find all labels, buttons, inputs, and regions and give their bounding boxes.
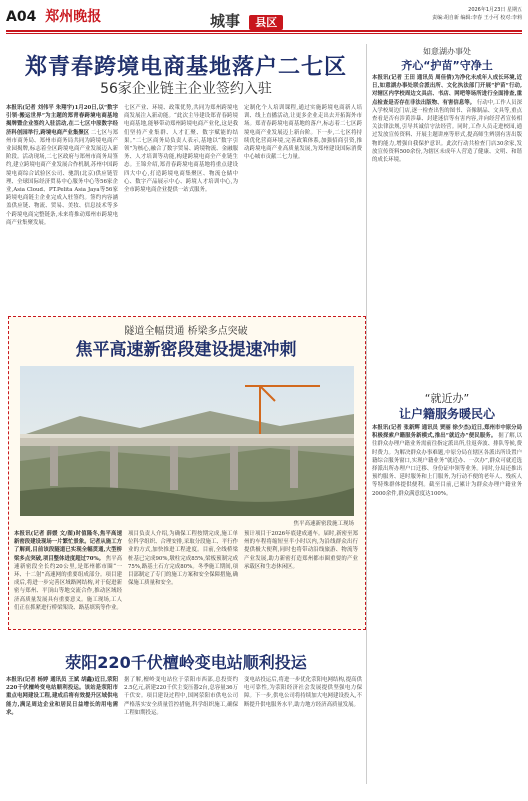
- sidebar2-headline: 让户籍服务暖民心: [398, 407, 495, 421]
- sidebar2-kicker: “就近办”: [424, 392, 470, 405]
- feature-column-2: 项目负责人介绍,为确保工程按期完成,施工单位科学组织、合理安排,采取分段施工、平行作业的方式,加快推进工程进度。目前,全线桥梁桩基已完成90%,墩柱完成85%,梁板预制完成75%,路基土石方完成80%。冬季施工期间,项目部制定了专门的施工方案和安全保障措施,确保施工质量和安全。: [128, 531, 238, 587]
- sidebar1-body: 行动中,工作人员深入学校周边门店,逐一检查出售的图书、音像制品、文具等,重点查看是否有涉黄涉暴、封建迷信等有害内容,并向经营者宣传相关法律法规,引导其诚信守法经营。同时,工作人员走进校园,通过发放宣传资料、开展主题讲座等形式,提高师生辨别有害出版物的能力,增强自我保护意识。此次行动共检查门店30余家,发放宣传资料500余份,为辖区未成年人营造了健康、文明、和谐的成长环境。: [372, 99, 522, 164]
- construction-photo: [20, 366, 354, 516]
- lead-column-1: [6, 104, 118, 310]
- bottom-column-3: 变电站投运后,将进一步优化荥阳电网结构,提高供电可靠性,为荥阳经济社会发展提供坚强电力保障。下一步,供电公司将持续加大电网建设投入,不断提升供电服务水平,助力地方经济高质量发展。: [244, 677, 362, 708]
- feature-byline: 本报讯(记者 薛媛 文/图)时值隆冬,焦平高速新密段建设现场一片繁忙景象。记者从施工方了解到,目前该段隧道已实现全幅贯通,大型桥梁多点突破,项目整体进度超过70%。: [14, 531, 122, 562]
- column-divider: [366, 44, 367, 784]
- section-tag: 县区: [249, 15, 283, 30]
- feature-column-3: 预计项目于2026年底建成通车。届时,新密至郑州的车程将缩短至半小时以内,为沿线群众出行提供极大便利,同时也将带动沿线旅游、物流等产业发展,助力新密打造郑州都市圈重要的产业承载区和生态休闲区。: [244, 531, 358, 570]
- lead-subheadline: 56家企业链主企业签约入驻: [100, 81, 272, 97]
- lead-body-1: 二七区与郑州市商务局、郑州市商务局共同为跨境电商产业园揭牌,标志着全区跨境电商产业发展迈入新阶段。活动现场,二七区政府与郑州市商务局签约,建立跨境电商产业发展合作机制,苏州中国跨境电商综合试验区公司、驰凯(北京)供应链管理、全球国际经济贸易中心服务中心等56家企业,Asia Cloud、PT.Pelita Asia Jaya等56家跨境电商链主企业完成入驻签约。签约内容涵盖供应链、物流、贸易、美妆、信息技术等多个跨境电商完整链条,未来将推动郑州市跨境电商产业集聚发展。: [6, 129, 118, 226]
- masthead-right: [382, 6, 522, 22]
- lead-column-2: 七区产业、环境、政策优势,共同为郑州跨境电商发展注入新动能。“此次主导建设郑青春跨境电商基地,能够带动郑州跨境电商产业化,这是我们坚持产业集群、人才汇聚、数字赋能的结果。”二七区商务局负责人表示,基地以“数字引领”为核心,融合了数字贸易、跨境物流、金融服务、人才培训等功能,构建跨境电商全产业链生态。王锦介绍,郑青春跨境电商基地将重点建设四大中心,打造跨境电商集聚区、物流仓储中心、数字产品展示中心、跨境人才培训中心,为全市跨境电商企业提供一站式服务。: [124, 105, 238, 194]
- lead-column-3: 定制化个人培训课程,通过实施跨境电商新人培训、线上直播活动,让更多企业走出去开拓海外市场。郑青春跨境电商基地的落户,标志着二七区跨境电商产业发展迈上新台阶。下一步,二七区将持续优化营商环境,完善政策体系,加强招商引资,推动跨境电商产业高质量发展,为郑州建设国际消费中心城市贡献二七力量。: [244, 105, 362, 161]
- photo-caption: 焦平高速新密段施工现场: [293, 521, 354, 527]
- header-rule-thin: [6, 33, 522, 34]
- feature-body-1: 焦平高速新密段全长约20公里,是郑州都市圈“一环、十二射”高速网的重要组成部分。项目建成后,将进一步完善区域路网结构,对于促进新密与郑州、平顶山等地交流合作,推动区域经济高质量发展具有重要意义。施工现场,工人们正在抓紧进行桥梁架设、路基填筑等作业。: [14, 555, 122, 611]
- editors-line: 责编:胡自新 编辑:李春 王小可 校对:李莉: [432, 15, 522, 21]
- lead-headline: 郑青春跨境电商基地落户二七区: [24, 55, 347, 80]
- lead-byline: 本报讯(记者 刘伟平 朱翔宇)1月20日,以“数字引领·搬运世界”为主题的郑青春跨境电商基地揭牌暨企业签约入驻活动,在二七区中原数字经济科创园举行,跨境电商产业集聚区: [6, 105, 118, 136]
- page-number: A04: [6, 9, 37, 25]
- bottom-column-1: [6, 676, 118, 794]
- feature-column-1: [14, 530, 122, 624]
- sidebar1-text: [372, 74, 522, 340]
- bottom-headline: 荥阳220千伏檀岭变电站顺利投运: [65, 653, 307, 672]
- sidebar1-byline: 本报讯(记者 王田 通讯员 周佳倩)为净化未成年人成长环境,近日,如意湖办事处联合派出所、文化执法部门开展“护苗”行动,对辖区内学校周边文具店、书店、网吧等场所进行全面排查,重点检查是否存在非法出版物、有害信息等。: [372, 75, 522, 106]
- sidebar2-text: [372, 424, 522, 786]
- bottom-column-2: 据了解,檀岭变电站位于荥阳市西部,总投资约2.5亿元,新建220千伏主变压器2台,总容量36万千伏安。项目建设过程中,国网荥阳市供电公司严格落实安全质量管控措施,科学组织施工,确保工程如期投运。: [124, 677, 238, 716]
- section-name: 城事: [210, 12, 241, 30]
- section-header: [210, 10, 283, 31]
- masthead-left: [6, 6, 101, 26]
- sidebar2-byline: 本报讯(记者 张新辉 通讯员 贾丽 徐少杰)近日,郑州市中原分局积极探索户籍服务新模式,推出“就近办”便民服务。: [372, 425, 522, 440]
- header-rule: [6, 30, 522, 32]
- paper-logo: 郑州晚报: [45, 9, 102, 25]
- sidebar1-kicker: 如意湖办事处: [423, 47, 471, 56]
- feature-kicker: 隧道全幅贯通 桥梁多点突破: [124, 326, 248, 337]
- sidebar2-body: 据了解,以往群众办理户籍业务需前往指定派出所,往返奔波、排队等候,费时费力。为解决群众办事难题,中原分局在辖区各派出所设置户籍综合服务窗口,实现户籍业务“就近办、一次办”,群众可就近选择派出所办理户口迁移、身份证申领等业务。同时,分局还推出预约服务、延时服务和上门服务,为行动不便的老年人、残疾人等特殊群体提供便利。截至目前,已累计为群众办理户籍业务2000余件,群众满意度达100%。: [372, 433, 522, 497]
- bottom-byline: 本报讯(记者 杨婷 通讯员 王斌 胡鑫)近日,荥阳220千伏檀岭变电站顺利投运。该站是荥阳市重点电网建设工程,建成后将有效提升区域供电能力,满足周边企业和居民日益增长的用电需求。: [6, 677, 118, 716]
- sidebar1-headline: 齐心“护苗”守净土: [401, 59, 493, 72]
- date-line: 2026年1月23日 星期五: [468, 7, 522, 13]
- feature-headline: 焦平高速新密段建设提速冲刺: [75, 340, 297, 360]
